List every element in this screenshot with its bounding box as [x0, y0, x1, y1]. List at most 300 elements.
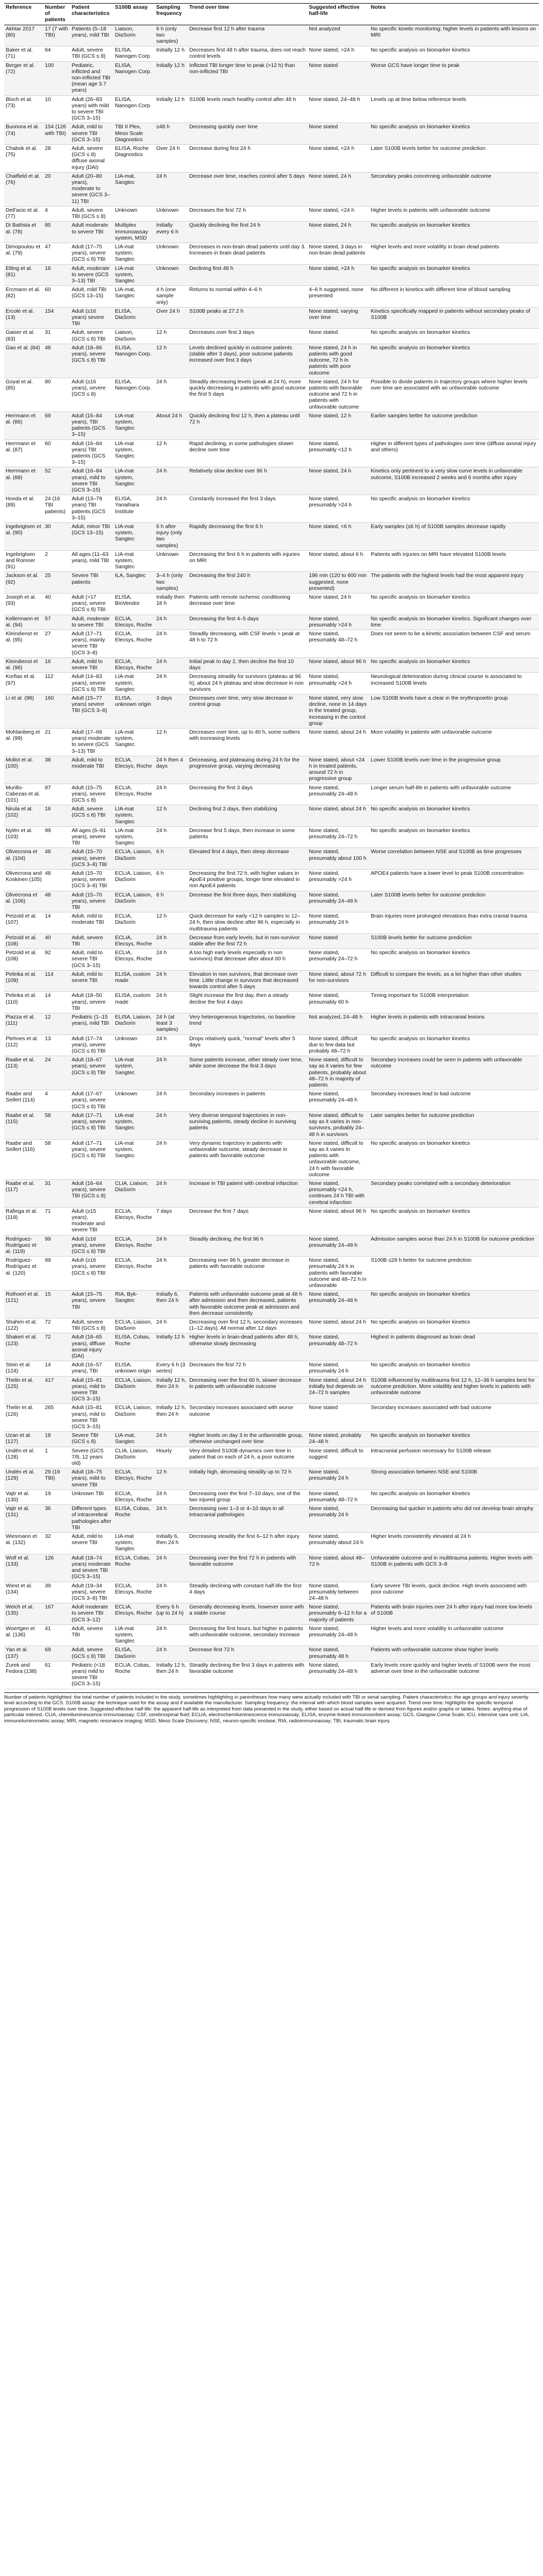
- cell-reference: Mohlanberg et al. (99): [4, 728, 43, 756]
- cell-sampling-frequency: 24 h: [155, 826, 188, 848]
- cell-sampling-frequency: Unknown: [155, 206, 188, 221]
- header-suggested-half-life: Suggested effective half-life: [307, 4, 369, 25]
- cell-sampling-frequency: 24 h: [155, 172, 188, 206]
- cell-number-of-patients: 48: [43, 869, 70, 891]
- cell-sampling-frequency: 6 h: [155, 891, 188, 912]
- cell-notes: No specific analysis on biomarker kinetics: [369, 1291, 539, 1318]
- cell-reference: Rothoerl et al. (121): [4, 1291, 43, 1318]
- table-row: [4, 243, 539, 264]
- cell-s100b-assay: LIA-mat system, Sangtec: [113, 1139, 155, 1179]
- cell-trend-over-time: Steadily declining with constant half-life the first 4 days: [188, 1582, 307, 1603]
- cell-s100b-assay: ECLIA, Elecsys, Roche: [113, 949, 155, 971]
- cell-s100b-assay: LIA-mat system, Sangtec: [113, 728, 155, 756]
- cell-number-of-patients: 48: [43, 344, 70, 378]
- cell-notes: Timing important for S100B interpretation: [369, 992, 539, 1013]
- cell-reference: Jackson et al. (92): [4, 572, 43, 594]
- cell-suggested-half-life: None stated, about 72 h for non-survivors: [307, 970, 369, 992]
- cell-s100b-assay: ECLIA, Elecsys, Roche: [113, 1489, 155, 1504]
- cell-trend-over-time: Decreases in non-brain dead patients until day 3. Increases in brain dead patients: [188, 243, 307, 264]
- cell-sampling-frequency: 6 h: [155, 869, 188, 891]
- cell-sampling-frequency: Initially 6, then 24 h: [155, 1533, 188, 1554]
- cell-reference: Raabe and Seifert (114): [4, 1090, 43, 1112]
- table-row: [4, 615, 539, 630]
- cell-patient-characteristics: Adult, severe TBI (GCS ≤ 8): [70, 1318, 113, 1333]
- cell-suggested-half-life: None stated, 24 h for patients with favorable outcome and 72 h in patients with unfavorable outcome: [307, 378, 369, 412]
- cell-number-of-patients: 154: [43, 307, 70, 329]
- cell-reference: Rodríguez-Rodríguez et al. (119): [4, 1235, 43, 1257]
- cell-notes: Patients with brain injuries over 24 h after injury had more low levels of S100B: [369, 1603, 539, 1625]
- cell-reference: Thelin et al. (125): [4, 1376, 43, 1404]
- table-row: [4, 1111, 539, 1139]
- cell-patient-characteristics: Adult, minor TBI (GCS 13–15): [70, 523, 113, 551]
- cell-trend-over-time: Very heterogeneous trajectories, no baseline trend: [188, 1013, 307, 1035]
- cell-notes: Higher levels and more volatility in unfavorable outcome: [369, 1624, 539, 1646]
- cell-suggested-half-life: None stated, presumably 24–48 h: [307, 1090, 369, 1112]
- cell-suggested-half-life: None stated, 24 h: [307, 594, 369, 615]
- cell-notes: Higher levels consistently elevated at 24 h: [369, 1533, 539, 1554]
- cell-suggested-half-life: None stated, presumably about 100 h: [307, 848, 369, 870]
- cell-reference: Ingebrigtsen and Romner (91): [4, 550, 43, 572]
- cell-sampling-frequency: 24 h: [155, 784, 188, 805]
- cell-notes: No specific analysis on biomarker kinetics: [369, 123, 539, 145]
- cell-patient-characteristics: Adult, mild to moderate TBI: [70, 756, 113, 784]
- table-row: [4, 1056, 539, 1090]
- cell-number-of-patients: 85: [43, 222, 70, 243]
- cell-trend-over-time: Decreasing over the first 7–10 days, one of the two injured group: [188, 1489, 307, 1504]
- table-row: [4, 891, 539, 912]
- cell-s100b-assay: LIA-mat system, Sangtec: [113, 264, 155, 286]
- cell-patient-characteristics: Adult (17–71 years), severe (GCS ≤ 8) TBI: [70, 1111, 113, 1139]
- cell-suggested-half-life: None stated, about 96 h: [307, 1207, 369, 1235]
- table-body: [4, 25, 539, 1689]
- cell-sampling-frequency: Every 6 h (3 series): [155, 1361, 188, 1376]
- table-row: [4, 869, 539, 891]
- cell-trend-over-time: Steadily decreasing, with CSF levels > peak at 48 h to 72 h: [188, 630, 307, 658]
- table-row: [4, 694, 539, 728]
- table-row: [4, 467, 539, 495]
- cell-s100b-assay: ECLIA, Elecsys, Roche: [113, 934, 155, 948]
- cell-trend-over-time: Very detailed S100B dynamics over time in patient that on each of 24 h, a poor outcome: [188, 1447, 307, 1468]
- cell-patient-characteristics: Adult moderate to severe TBI (GCS 3–12): [70, 1603, 113, 1625]
- cell-notes: Patients with unfavorable outcome show higher levels: [369, 1646, 539, 1661]
- table-row: [4, 172, 539, 206]
- cell-s100b-assay: ECLIA, Elecsys, Roche: [113, 615, 155, 630]
- cell-patient-characteristics: Adult (16–84 years) TBI patients (GCS 3–15): [70, 439, 113, 467]
- table-row: [4, 934, 539, 948]
- cell-reference: Pelinka et al. (109): [4, 970, 43, 992]
- cell-sampling-frequency: 24 h: [155, 1489, 188, 1504]
- cell-sampling-frequency: 6 h: [155, 848, 188, 870]
- cell-trend-over-time: Higher levels on day 3 in the unfavorable group, otherwise unchanged over time: [188, 1432, 307, 1447]
- cell-trend-over-time: Decreasing quickly over time: [188, 123, 307, 145]
- cell-suggested-half-life: None stated, presumably 24–48 h: [307, 1291, 369, 1318]
- cell-suggested-half-life: None stated, <6 h: [307, 523, 369, 551]
- cell-trend-over-time: Steadily declining, the first 96 h: [188, 1235, 307, 1257]
- cell-number-of-patients: 69: [43, 412, 70, 439]
- cell-number-of-patients: 19: [43, 1489, 70, 1504]
- cell-reference: Shahim et al. (122): [4, 1318, 43, 1333]
- cell-s100b-assay: LIA-mat system, Sangtec: [113, 1111, 155, 1139]
- cell-s100b-assay: LIA-mat system, Sangtec: [113, 1624, 155, 1646]
- cell-trend-over-time: S100B levels reach healthy control after 48 h: [188, 95, 307, 123]
- cell-patient-characteristics: Pediatric, inflicted and non-inflicted TBI (mean age 3.7 years): [70, 61, 113, 95]
- table-row: [4, 1318, 539, 1333]
- cell-suggested-half-life: None stated, presumably 24 h: [307, 1505, 369, 1533]
- cell-s100b-assay: LIA-mat system, Sangtec: [113, 550, 155, 572]
- cell-notes: No specific analysis on biomarker kinetics: [369, 594, 539, 615]
- cell-sampling-frequency: Initially 12 h, then 24 h: [155, 1376, 188, 1404]
- cell-suggested-half-life: Not analyzed: [307, 25, 369, 46]
- cell-notes: Highest in patients diagnosed as brain dead: [369, 1333, 539, 1361]
- cell-notes: Later samples better for outcome prediction: [369, 1111, 539, 1139]
- cell-reference: Piazza et al. (111): [4, 1013, 43, 1035]
- cell-sampling-frequency: 12 h: [155, 1468, 188, 1490]
- cell-sampling-frequency: 24 h: [155, 1090, 188, 1112]
- cell-notes: The patients with the highest levels had the most apparent injury: [369, 572, 539, 594]
- cell-suggested-half-life: None stated, presumably 24 h in patients with favorable outcome and 48–72 h in unfavorable: [307, 1257, 369, 1291]
- cell-patient-characteristics: Adult (15–70 years), severe TBI: [70, 891, 113, 912]
- cell-reference: Akhtar 2017 (80): [4, 25, 43, 46]
- header-s100b-assay: S100B assay: [113, 4, 155, 25]
- cell-trend-over-time: A too high early levels especially in non survivors) that decrease after about 60 h: [188, 949, 307, 971]
- cell-number-of-patients: 114: [43, 970, 70, 992]
- table-row: [4, 1179, 539, 1207]
- cell-notes: Higher in different types of pathologies over time (diffuse axonal injury and others): [369, 439, 539, 467]
- cell-s100b-assay: LIA-mat system, Sangtec: [113, 673, 155, 694]
- cell-patient-characteristics: Adult, moderate to severe (GCS 3–13) TBI: [70, 264, 113, 286]
- cell-suggested-half-life: None stated, very slow decline, none in 14 days in the treated group, increasing in the control group: [307, 694, 369, 728]
- table-row: [4, 123, 539, 145]
- cell-sampling-frequency: 24 h: [155, 378, 188, 412]
- cell-reference: Olivecrona and Koskinen (105): [4, 869, 43, 891]
- table-row: [4, 1468, 539, 1490]
- cell-number-of-patients: 31: [43, 1179, 70, 1207]
- cell-reference: Pelinka et al. (110): [4, 992, 43, 1013]
- cell-notes: Strong association between NSE and S100B: [369, 1468, 539, 1490]
- cell-number-of-patients: 25: [43, 572, 70, 594]
- cell-sampling-frequency: ≥48 h: [155, 123, 188, 145]
- cell-number-of-patients: 160: [43, 694, 70, 728]
- cell-notes: No specific analysis on biomarker kinetics: [369, 1361, 539, 1376]
- cell-number-of-patients: 28: [43, 145, 70, 173]
- cell-reference: Buonora et al. (74): [4, 123, 43, 145]
- header-patient-characteristics: Patient characteristics: [70, 4, 113, 25]
- cell-number-of-patients: 71: [43, 1207, 70, 1235]
- cell-sampling-frequency: 24 h: [155, 1257, 188, 1291]
- cell-notes: Later S100B levels better for outcome prediction: [369, 145, 539, 173]
- cell-notes: Decreasing but quicker in patients who did not develop brain atrophy: [369, 1505, 539, 1533]
- cell-sampling-frequency: 24 h: [155, 1624, 188, 1646]
- table-row: [4, 286, 539, 308]
- cell-s100b-assay: ELISA, Nanogen Corp.: [113, 378, 155, 412]
- cell-s100b-assay: ELISA, Yanaihara Institute: [113, 495, 155, 523]
- cell-trend-over-time: Decreasing over the first 72 h in patients with favorable outcome: [188, 1554, 307, 1582]
- cell-number-of-patients: 36: [43, 1505, 70, 1533]
- cell-patient-characteristics: All ages (6–91 years), severe TBI: [70, 826, 113, 848]
- cell-trend-over-time: Decrease during first 24 h: [188, 145, 307, 173]
- cell-suggested-half-life: None stated, difficult to say as it varies in patients with unfavorable outcome, 24 h with favorable outcome: [307, 1139, 369, 1179]
- cell-reference: Plehnes et al. (112): [4, 1035, 43, 1056]
- cell-sampling-frequency: Initially 12 h: [155, 1333, 188, 1361]
- cell-notes: Admission samples worse than 24 h in S100B for outcome prediction: [369, 1235, 539, 1257]
- cell-s100b-assay: Unknown: [113, 1090, 155, 1112]
- cell-s100b-assay: ELISA, Nanogen Corp.: [113, 344, 155, 378]
- cell-number-of-patients: 10: [43, 95, 70, 123]
- cell-s100b-assay: ECLIA, Liaison, DiaSorin: [113, 848, 155, 870]
- cell-patient-characteristics: Adult (17–74 years), severe (GCS ≤ 8) TBI: [70, 1035, 113, 1056]
- cell-number-of-patients: 99: [43, 1257, 70, 1291]
- cell-patient-characteristics: Adult (16–57 years), TBI: [70, 1361, 113, 1376]
- cell-sampling-frequency: 24 h: [155, 1179, 188, 1207]
- cell-s100b-assay: ECLIA, Elecsys, Roche: [113, 1582, 155, 1603]
- cell-s100b-assay: ECLIA, Elecsys, Roche: [113, 1257, 155, 1291]
- cell-sampling-frequency: Initially 6, then 24 h: [155, 1291, 188, 1318]
- cell-reference: Herrmann et al. (88): [4, 467, 43, 495]
- cell-suggested-half-life: None stated, presumably 24 h: [307, 1361, 369, 1376]
- cell-sampling-frequency: 24 h: [155, 657, 188, 672]
- table-row: [4, 784, 539, 805]
- cell-patient-characteristics: Adult (16–64 years), severe TBI (GCS ≤ 8): [70, 1179, 113, 1207]
- cell-patient-characteristics: Severe TBI patients: [70, 572, 113, 594]
- cell-suggested-half-life: None stated, probably 24–48 h: [307, 1432, 369, 1447]
- cell-reference: Thelin et al. (126): [4, 1404, 43, 1432]
- cell-trend-over-time: Patients with unfavorable outcome peak at 48 h after admission and then decreased, patients with favorable outcome peak at admission and then decrease consistently: [188, 1291, 307, 1318]
- cell-notes: No specific analysis on biomarker kinetics: [369, 1207, 539, 1235]
- cell-reference: Nirula et al. (102): [4, 805, 43, 827]
- cell-number-of-patients: 52: [43, 467, 70, 495]
- cell-trend-over-time: Decrease the first 7 days: [188, 1207, 307, 1235]
- cell-sampling-frequency: 24 h: [155, 934, 188, 948]
- cell-notes: No specific analysis on biomarker kinetics: [369, 344, 539, 378]
- table-row: [4, 728, 539, 756]
- cell-suggested-half-life: None stated, presumably 24–48 h: [307, 1624, 369, 1646]
- cell-number-of-patients: 69: [43, 1646, 70, 1661]
- cell-suggested-half-life: None stated, difficult to say as it varies in non-survivors, probably 24–48 h in survivors: [307, 1111, 369, 1139]
- cell-sampling-frequency: 7 days: [155, 1207, 188, 1235]
- cell-sampling-frequency: Initially 12 h: [155, 95, 188, 123]
- cell-notes: Early samples (≤6 h) of S100B samples decrease rapidly: [369, 523, 539, 551]
- cell-number-of-patients: 154 (126 with TBI): [43, 123, 70, 145]
- cell-patient-characteristics: Unknown TBI: [70, 1489, 113, 1504]
- cell-s100b-assay: LIA-mat system, Sangtec: [113, 412, 155, 439]
- cell-reference: Zurek and Fedora (138): [4, 1661, 43, 1689]
- cell-notes: No specific analysis on biomarker kinetics: [369, 657, 539, 672]
- cell-notes: No specific analysis on biomarker kinetics: [369, 1139, 539, 1179]
- cell-suggested-half-life: None stated, presumably 60 h: [307, 992, 369, 1013]
- cell-suggested-half-life: None stated, presumably 24–48 h: [307, 1235, 369, 1257]
- cell-reference: Mollot et al. (100): [4, 756, 43, 784]
- cell-sampling-frequency: 3–4 h (only two samples): [155, 572, 188, 594]
- cell-number-of-patients: 1: [43, 1447, 70, 1468]
- cell-patient-characteristics: Adult (15–77 years) severe TBI (GCS 3–8): [70, 694, 113, 728]
- cell-reference: Yan et al. (137): [4, 1646, 43, 1661]
- cell-patient-characteristics: Adult (15–81 years), mild to severe TBI (GCS 3–15): [70, 1376, 113, 1404]
- cell-trend-over-time: Steadily declining the first 3 days in patients with favorable outcome: [188, 1661, 307, 1689]
- cell-patient-characteristics: Adult (16–84 years), TBI patients (GCS 3–15): [70, 412, 113, 439]
- cell-number-of-patients: 40: [43, 594, 70, 615]
- cell-suggested-half-life: Not analyzed, 24–48 h: [307, 1013, 369, 1035]
- cell-trend-over-time: S100B peaks at 27.2 h: [188, 307, 307, 329]
- cell-suggested-half-life: None stated, presumably about 24 h: [307, 1533, 369, 1554]
- cell-reference: Ingebrigtsen et al. (90): [4, 523, 43, 551]
- cell-patient-characteristics: Adult (17–67 years), severe (GCS ≤ 8) TBI: [70, 1090, 113, 1112]
- table-row: [4, 344, 539, 378]
- cell-reference: Ercmann et al. (82): [4, 286, 43, 308]
- cell-notes: No specific analysis on biomarker kinetics: [369, 222, 539, 243]
- table-row: [4, 1404, 539, 1432]
- cell-trend-over-time: Some patients increase, other steady over time, while some decrease the first 3 days: [188, 1056, 307, 1090]
- cell-trend-over-time: Decreasing over first 12 h, secondary increases (1–12 days). All normal after 12 days: [188, 1318, 307, 1333]
- cell-number-of-patients: 48: [43, 891, 70, 912]
- cell-patient-characteristics: Different types of intracerebral pathologies after TBI: [70, 1505, 113, 1533]
- cell-reference: Petzold et al. (108): [4, 934, 43, 948]
- cell-number-of-patients: 112: [43, 673, 70, 694]
- cell-suggested-half-life: None stated, presumably between 24–48 h: [307, 1582, 369, 1603]
- cell-trend-over-time: Declining first 2 days, then stabilizing: [188, 805, 307, 827]
- cell-patient-characteristics: Adult (≥15 years), moderate and severe TBI: [70, 1207, 113, 1235]
- cell-patient-characteristics: Adult (15–70 years), severe (GCS 3–8) TBI: [70, 848, 113, 870]
- cell-patient-characteristics: Adult, mild to severe TBI (GCS 3–15): [70, 949, 113, 971]
- table-row: [4, 95, 539, 123]
- cell-suggested-half-life: None stated, presumably 48–72 h: [307, 1333, 369, 1361]
- cell-s100b-assay: LIA-mat system, Sangtec: [113, 805, 155, 827]
- cell-suggested-half-life: None stated, presumably >24 h: [307, 615, 369, 630]
- header-reference: Reference: [4, 4, 43, 25]
- cell-notes: No specific analysis on biomarker kinetics: [369, 1432, 539, 1447]
- cell-patient-characteristics: Adult (13–79 years) TBI patients (GCS 3–15): [70, 495, 113, 523]
- cell-notes: Intracranial perfusion necessary for S100B release: [369, 1447, 539, 1468]
- table-row: [4, 1139, 539, 1179]
- cell-s100b-assay: Unknown: [113, 1035, 155, 1056]
- cell-trend-over-time: Returns to normal within 4–6 h: [188, 286, 307, 308]
- cell-notes: Neurological deterioration during clinical course is associated to increased S100B levels: [369, 673, 539, 694]
- cell-notes: Early severe TBI levels, quick decline. High levels associated with poor outcome: [369, 1582, 539, 1603]
- cell-reference: Uzan et al. (127): [4, 1432, 43, 1447]
- cell-notes: S100B levels better for outcome prediction: [369, 934, 539, 948]
- cell-suggested-half-life: None stated, presumably 6–12 h for a majority of patients: [307, 1603, 369, 1625]
- cell-suggested-half-life: None stated: [307, 934, 369, 948]
- cell-reference: Undén et al. (128): [4, 1447, 43, 1468]
- cell-s100b-assay: RIA, Byk-Sangtec: [113, 1291, 155, 1318]
- cell-notes: Secondary peaks concerning unfavorable outcome: [369, 172, 539, 206]
- table-row: [4, 657, 539, 672]
- cell-notes: Levels up at time below reference levels: [369, 95, 539, 123]
- cell-number-of-patients: 4: [43, 1090, 70, 1112]
- cell-trend-over-time: Rapidly decreasing the first 6 h: [188, 523, 307, 551]
- cell-sampling-frequency: Initially then 18 h: [155, 594, 188, 615]
- cell-notes: Higher levels in patients with unfavorable outcome: [369, 206, 539, 221]
- cell-trend-over-time: Very dynamic trajectory in patients with unfavorable outcome, steady decrease in patients with favorable outcome: [188, 1139, 307, 1179]
- cell-notes: Patients with injuries on MRI have elevated S100B levels: [369, 550, 539, 572]
- cell-reference: Vajtr et al. (130): [4, 1489, 43, 1504]
- cell-notes: No specific kinetic monitoring; higher levels in patients with lesions on MRI: [369, 25, 539, 46]
- table-row: [4, 1432, 539, 1447]
- cell-trend-over-time: Higher levels in brain-dead patients after 48 h, otherwise slowly decreasing: [188, 1333, 307, 1361]
- cell-number-of-patients: 80: [43, 378, 70, 412]
- cell-number-of-patients: 29 (19 TBI): [43, 1468, 70, 1490]
- cell-sampling-frequency: Initially 12 h: [155, 61, 188, 95]
- cell-reference: Raabe et al. (113): [4, 1056, 43, 1090]
- cell-number-of-patients: 47: [43, 243, 70, 264]
- cell-notes: S100B ≤28 h better for outcome prediction: [369, 1257, 539, 1291]
- cell-suggested-half-life: None stated, 24 h: [307, 222, 369, 243]
- cell-suggested-half-life: None stated, presumably 24 h: [307, 1468, 369, 1490]
- cell-sampling-frequency: 24 h: [155, 1111, 188, 1139]
- cell-suggested-half-life: None stated, presumably <24 h, continues 24 h TBI with cerebral infarction: [307, 1179, 369, 1207]
- cell-number-of-patients: 61: [43, 1661, 70, 1689]
- cell-suggested-half-life: None stated, presumably 24–48 h: [307, 891, 369, 912]
- cell-s100b-assay: ELISA, custom made: [113, 970, 155, 992]
- cell-sampling-frequency: 24 h: [155, 1056, 188, 1090]
- cell-number-of-patients: 99: [43, 826, 70, 848]
- cell-reference: Raabe et al. (117): [4, 1179, 43, 1207]
- cell-sampling-frequency: Over 24 h: [155, 307, 188, 329]
- cell-trend-over-time: Decreasing over the first 60 h, slower decrease in patients with unfavorable outcome: [188, 1376, 307, 1404]
- cell-patient-characteristics: Adult, severe (GCS ≤ 8) TBI: [70, 1646, 113, 1661]
- cell-suggested-half-life: None stated, presumably 24–48 h: [307, 1661, 369, 1689]
- cell-patient-characteristics: Adult (16–84 years), mild to severe TBI (GCS 3–15): [70, 467, 113, 495]
- table-row: [4, 550, 539, 572]
- cell-suggested-half-life: 196 min (120 to 600 min suggested, none presented): [307, 572, 369, 594]
- cell-sampling-frequency: 24 h: [155, 1646, 188, 1661]
- cell-patient-characteristics: Adult (15–81 years), mild to severe TBI (GCS 3–15): [70, 1404, 113, 1432]
- cell-s100b-assay: Multiplex immunoassay system, MSD: [113, 222, 155, 243]
- cell-s100b-assay: ELISA, DiaSorin: [113, 1646, 155, 1661]
- cell-patient-characteristics: Adult (17–71 years), mainly severe TBI (GCS 3–8): [70, 630, 113, 658]
- header-notes: Notes: [369, 4, 539, 25]
- cell-patient-characteristics: All ages (11–63 years), mild TBI: [70, 550, 113, 572]
- cell-reference: Olivecrona et al. (104): [4, 848, 43, 870]
- cell-trend-over-time: Decreasing over 1–3 or 4–10 days in all intracranial pathologies: [188, 1505, 307, 1533]
- cell-s100b-assay: LIA-mat system, Sangtec: [113, 1533, 155, 1554]
- cell-sampling-frequency: 24 h: [155, 1554, 188, 1582]
- cell-reference: Kleindienst et al. (96): [4, 657, 43, 672]
- cell-s100b-assay: ELISA, Liaison, DiaSorin: [113, 1013, 155, 1035]
- table-row: [4, 1603, 539, 1625]
- cell-number-of-patients: 64: [43, 46, 70, 61]
- cell-notes: No specific analysis on biomarker kinetics: [369, 46, 539, 61]
- cell-sampling-frequency: 24 h: [155, 1139, 188, 1179]
- cell-suggested-half-life: None stated, about <24 h in treated patients, around 72 h in progressive group: [307, 756, 369, 784]
- cell-s100b-assay: ECLIA, Elecsys, Roche: [113, 784, 155, 805]
- cell-suggested-half-life: None stated, about 6 h: [307, 550, 369, 572]
- table-row: [4, 1646, 539, 1661]
- cell-notes: Longer serum half-life in patients with unfavorable outcome: [369, 784, 539, 805]
- cell-trend-over-time: Decreases the first 72 h: [188, 1361, 307, 1376]
- cell-s100b-assay: ECLIA, Elecsys, Roche: [113, 756, 155, 784]
- cell-trend-over-time: Decrease over time, reaches control after 5 days: [188, 172, 307, 206]
- cell-sampling-frequency: 24 h: [155, 970, 188, 992]
- cell-trend-over-time: Decreasing over 96 h, greater decrease in patients with favorable outcome: [188, 1257, 307, 1291]
- cell-reference: Murillo-Cabezas et al. (101): [4, 784, 43, 805]
- cell-patient-characteristics: Adult (15–75 years), severe (GCS ≤ 8): [70, 784, 113, 805]
- cell-trend-over-time: Very diverse temporal trajectories in non-surviving patients, steady decline in surviving patients: [188, 1111, 307, 1139]
- cell-s100b-assay: ELISA, custom made: [113, 992, 155, 1013]
- table-row: [4, 1447, 539, 1468]
- cell-trend-over-time: Decreases over time, up to 40 h, some outliers with increasing levels: [188, 728, 307, 756]
- cell-number-of-patients: 18: [43, 1432, 70, 1447]
- cell-suggested-half-life: None stated: [307, 1404, 369, 1432]
- cell-patient-characteristics: Adult (18–65 years), diffuse axonal injury (DAI): [70, 1333, 113, 1361]
- cell-number-of-patients: 40: [43, 934, 70, 948]
- cell-trend-over-time: Quickly declining the first 24 h: [188, 222, 307, 243]
- table-row: [4, 1013, 539, 1035]
- cell-notes: Secondary increases could be seen in patients with unfavorable outcome: [369, 1056, 539, 1090]
- cell-trend-over-time: Rapid declining, in some pathologies slower decline over time: [188, 439, 307, 467]
- table-row: [4, 439, 539, 467]
- cell-trend-over-time: Decreasing the first 3 days: [188, 784, 307, 805]
- cell-sampling-frequency: 24 h: [155, 615, 188, 630]
